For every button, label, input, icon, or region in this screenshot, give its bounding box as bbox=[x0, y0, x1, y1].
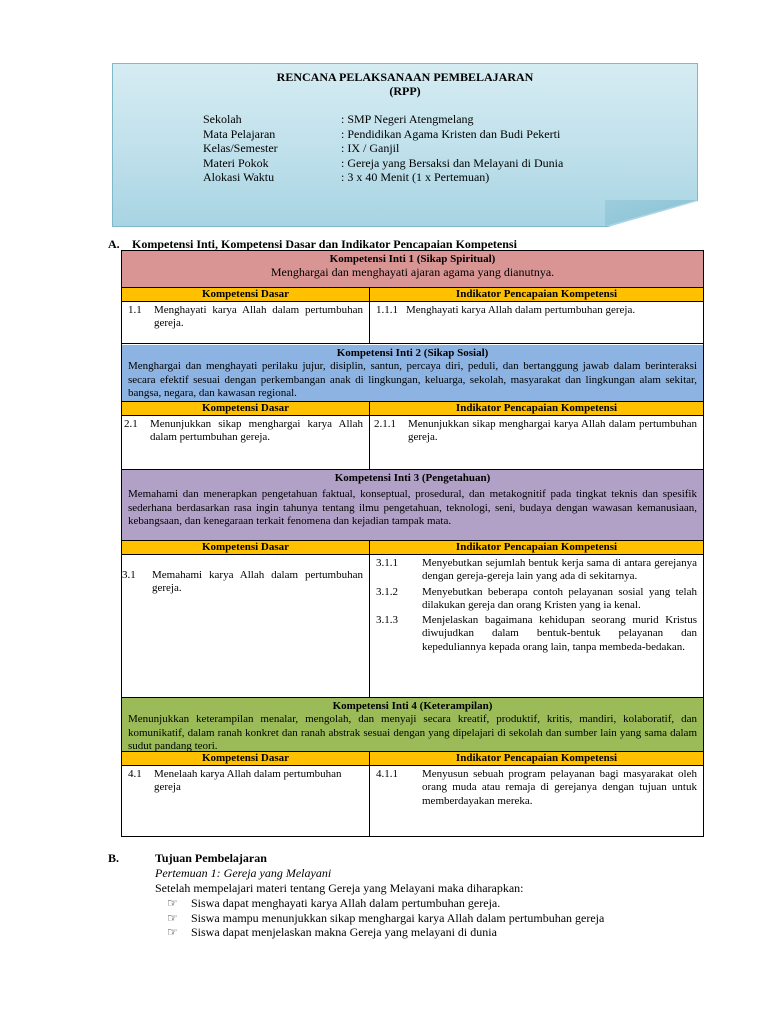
ki3-title: Kompetensi Inti 3 (Pengetahuan) bbox=[334, 472, 491, 484]
ki4-row bbox=[122, 766, 703, 836]
pointing-hand-icon: ☞ bbox=[167, 896, 178, 910]
ipk-header: Indikator Pencapaian Kompetensi bbox=[455, 541, 618, 553]
page-curl bbox=[608, 201, 698, 227]
kd-cell bbox=[122, 766, 370, 836]
meta-row bbox=[203, 112, 563, 127]
section-number: B. bbox=[108, 851, 120, 865]
ipk-text: Menghayati karya Allah dalam pertumbuhan gereja. bbox=[406, 304, 636, 316]
pointing-hand-icon: ☞ bbox=[167, 910, 178, 925]
ki3-text: Memahami dan menerapkan pengetahuan faktual, konseptual, prosedural, dan metakognitif pada tingkat teknis dan spesifik sederhana berdasarkan rasa ingin tahunya tentang ilmu pengetahuan, teknologi, seni, budaya dengan wawasan kemanusiaan, kebangsaan, dan kenegaraan terkait fenomena dan kejadian tampak mata. bbox=[128, 488, 697, 527]
competency-table bbox=[121, 250, 704, 837]
section-a-heading bbox=[108, 237, 517, 251]
ipk-text: Menyebutkan beberapa contoh pelayanan sosial yang telah dilakukan gereja dan orang Kristen yang ia kenal. bbox=[422, 585, 697, 611]
ipk-number: 3.1.3 bbox=[376, 614, 398, 627]
ipk-text: Menyusun sebuah program pelayanan bagi masyarakat oleh orang muda atau remaja di gerejanya dengan tujuan untuk memberdayakan mereka. bbox=[422, 768, 697, 807]
meta-value: : Gereja yang Bersaksi dan Melayani di Dunia bbox=[341, 155, 564, 170]
ki3-column-header bbox=[122, 541, 703, 555]
ki4-title: Kompetensi Inti 4 (Keterampilan) bbox=[332, 700, 493, 712]
subtitle-text: (RPP) bbox=[389, 84, 421, 98]
ki1-title: Kompetensi Inti 1 (Sikap Spiritual) bbox=[329, 253, 496, 265]
ki4-text: Menunjukkan keterampilan menalar, mengolah, dan menyaji secara kreatif, produktif, kritis, mandiri, kolaboratif, dan komunikatif, dalam ranah konkret dan ranah abstrak sesuai dengan yang dipelajari di sekolah dan sumber lain yang sama dalam sudut pandang teori. bbox=[128, 713, 697, 752]
meta-key: Kelas/Semester bbox=[203, 141, 278, 156]
meta-value: : Pendidikan Agama Kristen dan Budi Pekerti bbox=[341, 126, 561, 141]
kd-number: 3.1 bbox=[122, 569, 136, 581]
kd-text: Memahami karya Allah dalam pertumbuhan gereja. bbox=[152, 569, 363, 595]
list-item bbox=[155, 896, 604, 911]
section-b-heading bbox=[108, 851, 267, 865]
kd-text: Menghayati karya Allah dalam pertumbuhan gereja. bbox=[154, 304, 363, 330]
ipk-text: Menyebutkan sejumlah bentuk kerja sama di antara gerejanya dengan gereja-gereja lain yang ada di sekitarnya. bbox=[422, 557, 697, 583]
meta-key: Sekolah bbox=[203, 112, 242, 126]
ipk-text: Menunjukkan sikap menghargai karya Allah dalam pertumbuhan gereja. bbox=[408, 418, 697, 444]
section-title: Kompetensi Inti, Kompetensi Dasar dan Indikator Pencapaian Kompetensi bbox=[132, 237, 517, 251]
ki1-text: Menghargai dan menghayati ajaran agama yang dianutnya. bbox=[270, 265, 555, 280]
ki3-block bbox=[122, 470, 703, 541]
ipk-header: Indikator Pencapaian Kompetensi bbox=[455, 402, 618, 414]
pointing-hand-icon: ☞ bbox=[167, 925, 178, 939]
ki2-text: Menghargai dan menghayati perilaku jujur, disiplin, santun, percaya diri, peduli, dan bertanggung jawab dalam berinteraksi secara efektif sesuai dengan perkembangan anak di lingkungan, keluarga, sekolah, masyarakat dan lingkungan alam sekitar, bangsa, negara, dan kawasan regional. bbox=[128, 360, 697, 399]
ipk-cell bbox=[370, 416, 703, 469]
ipk-number: 4.1.1 bbox=[376, 768, 398, 780]
document-title bbox=[113, 70, 697, 98]
kd-cell bbox=[122, 416, 370, 469]
kd-cell bbox=[122, 555, 370, 698]
meta-row bbox=[203, 170, 563, 185]
meta-value: : 3 x 40 Menit (1 x Pertemuan) bbox=[341, 170, 490, 185]
kd-header: Kompetensi Dasar bbox=[122, 288, 370, 301]
ki2-row bbox=[122, 416, 703, 470]
ki1-column-header bbox=[122, 288, 703, 302]
kd-header: Kompetensi Dasar bbox=[122, 752, 370, 765]
ipk-cell bbox=[370, 766, 703, 836]
objective-text: Siswa mampu menunjukkan sikap menghargai karya Allah dalam pertumbuhan gereja bbox=[191, 910, 605, 925]
list-item bbox=[155, 925, 604, 940]
ipk-number: 3.1.1 bbox=[376, 557, 398, 569]
meta-row bbox=[203, 127, 563, 142]
ki2-column-header bbox=[122, 402, 703, 416]
metadata-list bbox=[203, 112, 563, 185]
ipk-number: 2.1.1 bbox=[374, 418, 396, 430]
section-title: Tujuan Pembelajaran bbox=[155, 851, 267, 865]
kd-cell bbox=[122, 302, 370, 343]
ki1-row bbox=[122, 302, 703, 344]
objectives-list bbox=[155, 896, 604, 940]
meta-key: Mata Pelajaran bbox=[203, 126, 276, 141]
ipk-header: Indikator Pencapaian Kompetensi bbox=[455, 752, 618, 764]
list-item bbox=[155, 911, 604, 926]
meta-row bbox=[203, 156, 563, 171]
meta-key: Materi Pokok bbox=[203, 155, 269, 170]
meta-key: Alokasi Waktu bbox=[203, 170, 275, 185]
ki3-row bbox=[122, 555, 703, 698]
meta-value: : SMP Negeri Atengmelang bbox=[341, 112, 474, 126]
ipk-cell bbox=[370, 302, 703, 343]
ki2-title: Kompetensi Inti 2 (Sikap Sosial) bbox=[336, 347, 489, 359]
kd-text: Menunjukkan sikap menghargai karya Allah dalam pertumbuhan gereja. bbox=[150, 418, 363, 444]
objective-text: Siswa dapat menjelaskan makna Gereja yang melayani di dunia bbox=[191, 925, 497, 939]
section-number: A. bbox=[108, 237, 120, 251]
ki2-block bbox=[122, 345, 703, 402]
kd-text: Menelaah karya Allah dalam pertumbuhan gereja bbox=[154, 768, 342, 794]
meta-row bbox=[203, 141, 563, 156]
ipk-header: Indikator Pencapaian Kompetensi bbox=[455, 288, 618, 300]
kd-number: 1.1 bbox=[128, 304, 142, 316]
ki4-column-header bbox=[122, 752, 703, 766]
kd-header: Kompetensi Dasar bbox=[122, 541, 370, 554]
ipk-number: 3.1.2 bbox=[376, 585, 398, 598]
ki4-block bbox=[122, 697, 703, 752]
header-banner bbox=[112, 63, 698, 227]
kd-number: 2.1 bbox=[124, 418, 138, 430]
objective-text: Siswa dapat menghayati karya Allah dalam pertumbuhan gereja. bbox=[191, 896, 501, 910]
meeting-title: Pertemuan 1: Gereja yang Melayani bbox=[155, 866, 332, 880]
kd-header: Kompetensi Dasar bbox=[122, 402, 370, 415]
ipk-number: 1.1.1 bbox=[376, 304, 398, 316]
objectives-intro: Setelah mempelajari materi tentang Gereja yang Melayani maka diharapkan: bbox=[155, 881, 524, 895]
kd-number: 4.1 bbox=[128, 768, 142, 780]
meta-value: : IX / Ganjil bbox=[341, 141, 400, 156]
ipk-text: Menjelaskan bagaimana kehidupan seorang murid Kristus diwujudkan dalam bentuk-bentuk pelayanan dan kepeduliannya kepada orang lain, tanpa membeda-bedakan. bbox=[422, 614, 697, 653]
ipk-cell bbox=[370, 555, 703, 698]
ki1-block bbox=[122, 251, 703, 288]
title-text: RENCANA PELAKSANAAN PEMBELAJARAN bbox=[276, 70, 534, 84]
